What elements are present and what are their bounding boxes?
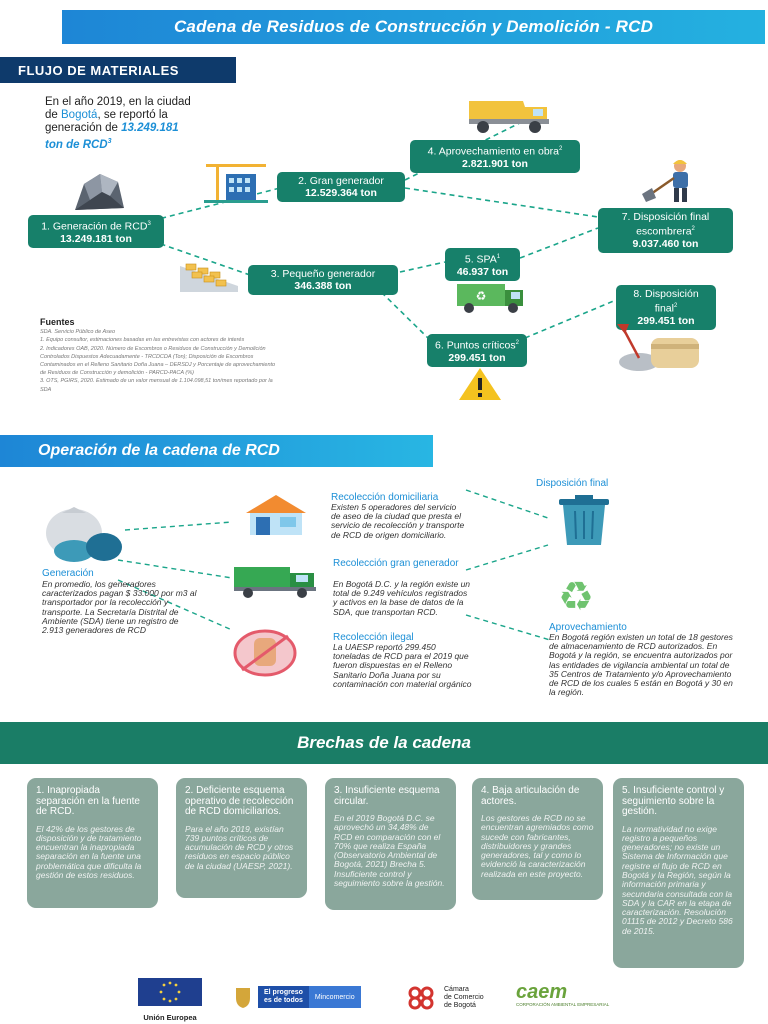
recycle-icon bbox=[552, 574, 600, 616]
brecha-card-2: 2. Deficiente esquema operativo de recolección de RCD domiciliarios. Para el año 2019, existían 739 puntos críticos de acumulación de RCD y otros residuos en espacio público de la ciudad (UAESP, 2021). bbox=[176, 778, 307, 898]
op-ilegal-text: La UAESP reportó 299.450 toneladas de RCD para el 2019 que fueron dispuestas en el Relleno Sanitario Doña Juana por su contaminación con material orgánico bbox=[333, 642, 472, 689]
source-item: 1. Equipo consultor, estimaciones basadas en las entrevistas con actores de interés bbox=[40, 337, 245, 344]
recycling-truck-icon bbox=[455, 280, 527, 314]
intro-amount: 13.249.181 ton de RCD bbox=[45, 122, 179, 151]
op-aprovechamiento-title: Aprovechamiento bbox=[549, 622, 627, 633]
op-ilegal-title: Recolección ilegal bbox=[333, 632, 414, 643]
node-gran-generador: 2. Gran generador 12.529.364 ton bbox=[277, 172, 405, 202]
node-disposicion-escombrera: 7. Disposición final escombrera$^2$ 9.037.460 ton bbox=[598, 208, 733, 253]
camara-mark-icon bbox=[407, 985, 441, 1011]
brecha-card-4: 4. Baja articulación de actores. Los gestores de RCD no se encuentran agremiados como sucede con fabricantes, distribuidores y grandes generadores, tal y como lo evidenció la caracterización realizada en este proyecto. bbox=[472, 778, 603, 900]
camara-comercio-logo: Cámara de Comercio de Bogotá bbox=[407, 984, 513, 1012]
caem-logo: caem CORPORACIÓN AMBIENTAL EMPRESARIAL bbox=[516, 981, 610, 1007]
sources-block bbox=[40, 318, 280, 394]
brecha-card-5: 5. Insuficiente control y seguimiento sobre la gestión. La normatividad no exige registro a pequeños generadores; no existe un Sistema de Información que registre el flujo de RCD en Bogotá y la Región, según la información primaria y secundaria consultada con la SDA y la CAR en la etapa de caracterización. Resolución 01115 de 2012 y Decreto 586 de 2015. bbox=[613, 778, 744, 968]
section-title-operacion: Operación de la cadena de RCD bbox=[0, 435, 433, 467]
svg-text:♻: ♻ bbox=[558, 574, 594, 616]
node-aprovechamiento-obra: 4. Aprovechamiento en obra$^2$ 2.821.901 ton bbox=[410, 140, 580, 173]
sources-title: Fuentes bbox=[40, 317, 75, 327]
op-disposicion-title: Disposición final bbox=[536, 478, 609, 489]
bricks-icon bbox=[178, 256, 240, 296]
op-domiciliaria-text: Existen 5 operadores del servicio de aseo de la ciudad que presta el servicio de recolección y transporte de RCD de origen domiciliario. bbox=[331, 502, 465, 540]
op-gran-title: Recolección gran generador bbox=[333, 558, 459, 569]
rubble-icon bbox=[70, 170, 126, 216]
node-spa: 5. SPA$^1$ 46.937 ton bbox=[445, 248, 520, 281]
house-icon bbox=[240, 493, 312, 537]
worker-shovel-icon bbox=[640, 158, 702, 204]
trash-can-icon bbox=[555, 495, 613, 547]
op-generacion-title: Generación bbox=[42, 568, 94, 579]
city-name: Bogotá bbox=[61, 109, 98, 121]
section-label-flujo: FLUJO DE MATERIALES bbox=[0, 57, 236, 83]
op-aprovechamiento-text: En Bogotá región existen un total de 18 gestores de almacenamiento de RCD autorizados. En Bogotá y la región, se encuentra autorizados por las entidades de vigilancia ambiental un total de 35 Centros de Tratamiento y/o Aprovechamiento de RCD de los cuales 5 están en Bogotá y 30 en la región. bbox=[549, 632, 733, 698]
intro-text: En el año 2019, en la ciudad de Bogotá, se reportó la generación de 13.249.181 ton de RCD$^3$ bbox=[45, 96, 191, 151]
source-item: 2. Indicadores OAB, 2020. Número de Escombros o Residuos de Construcción y Demolición Controlados Dispuestos Adecuadamente - TRCDCDA (Ton); Disposición de Escombros Contaminados en el Relleno Sanitario Doña Juana – DERSDJ y Porcentaje de aprovechamiento de Residuos de Construcción y demolición - PARCD-PACA (%) bbox=[40, 345, 276, 377]
building-crane-icon bbox=[204, 160, 268, 204]
op-domiciliaria-title: Recolección domiciliaria bbox=[331, 492, 439, 503]
svg-text:♻: ♻ bbox=[475, 289, 487, 303]
source-item: 3. OTS, PGIRS, 2020. Estimado de un valor mensual de 1.104.098,51 ton/mes reportado por la SDA bbox=[40, 378, 273, 393]
coat-of-arms-icon bbox=[232, 986, 254, 1008]
cement-bags-icon bbox=[617, 324, 703, 372]
node-generacion: 1. Generación de RCD$^3$ 13.249.181 ton bbox=[28, 215, 164, 248]
gobierno-logo: El progreso es de todos Mincomercio bbox=[232, 986, 380, 1008]
eu-logo: Unión Europea bbox=[138, 978, 202, 1018]
node-puntos-criticos: 6. Puntos críticos$^2$ 299.451 ton bbox=[427, 334, 527, 367]
stop-hand-icon bbox=[232, 628, 298, 678]
dump-truck-icon bbox=[465, 95, 555, 135]
source-item: SDA. Servicio Público de Aseo bbox=[40, 329, 115, 336]
page-title: Cadena de Residuos de Construcción y Demolición - RCD bbox=[62, 10, 765, 44]
brecha-card-1: 1. Inapropiada separación en la fuente de RCD. El 42% de los gestores de disposición y de tratamiento encuentran la inapropiada separación en la fuente una problemática que dificulta la gestión de estos residuos. bbox=[27, 778, 158, 908]
eu-flag-icon bbox=[138, 978, 202, 1006]
node-disposicion-final: 8. Disposición final$^2$ 299.451 ton bbox=[616, 285, 716, 330]
warning-icon bbox=[457, 366, 503, 402]
garbage-truck-icon bbox=[232, 563, 320, 599]
waste-bags-icon bbox=[40, 505, 126, 563]
op-gran-text: En Bogotá D.C. y la región existe un total de 9.249 vehículos registrados y activos en la base de datos de la SDA, que transportan RCD. bbox=[333, 579, 471, 617]
node-pequeno-generador: 3. Pequeño generador 346.388 ton bbox=[248, 265, 398, 295]
brecha-card-3: 3. Insuficiente esquema circular. En el 2019 Bogotá D.C. se aprovechó un 34,48% de RCD en comparación con el 70% que realiza España (Observatorio Ambiental de Bogotá, 2021) Brecha 5. Insuficiente control y seguimiento sobre la gestión. bbox=[325, 778, 456, 910]
section-title-brechas: Brechas de la cadena bbox=[0, 722, 768, 764]
op-generacion-text: En promedio, los generadores caracterizados pagan $ 33.000 por m3 al transportador por la recolección y transporte. La Secretaría Distrital de Ambiente (SDA) tiene un registro de 2.913 generadores de RCD bbox=[42, 579, 197, 636]
